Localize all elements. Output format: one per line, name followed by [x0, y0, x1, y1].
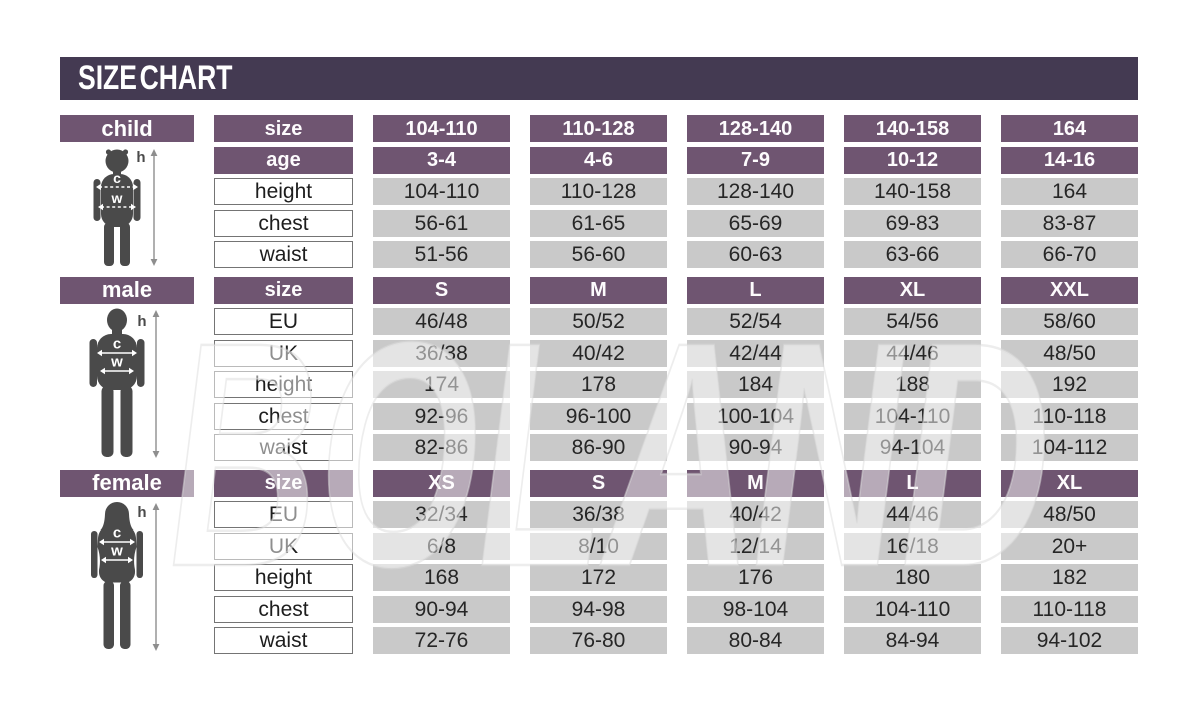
child-chest-value-5: 83-87 — [1001, 210, 1138, 237]
child-chest-value-3: 65-69 — [687, 210, 824, 237]
male-waist-value-2: 86-90 — [530, 434, 667, 461]
male-height-value-3: 184 — [687, 371, 824, 398]
male-row-label-uk: UK — [214, 340, 353, 367]
height-arrow-icon — [151, 149, 158, 266]
child-age-value-3: 7-9 — [687, 147, 824, 174]
child-size-value-5: 164 — [1001, 115, 1138, 142]
male-size-value-1: S — [373, 277, 510, 304]
female-size-value-5: XL — [1001, 470, 1138, 497]
child-waist-value-3: 60-63 — [687, 241, 824, 268]
male-height-value-2: 178 — [530, 371, 667, 398]
child-size-value-4: 140-158 — [844, 115, 981, 142]
child-chest-value-1: 56-61 — [373, 210, 510, 237]
child-row-label-size: size — [214, 115, 353, 142]
female-row-label-height: height — [214, 564, 353, 591]
height_letter: h — [136, 148, 146, 166]
female-figure — [60, 501, 194, 654]
male-row-label-waist: waist — [214, 434, 353, 461]
size-chart-panel — [60, 57, 1138, 654]
male-uk-value-3: 42/44 — [687, 340, 824, 367]
height-arrow-icon — [153, 503, 160, 651]
female-eu-value-5: 48/50 — [1001, 501, 1138, 528]
child-size-value-1: 104-110 — [373, 115, 510, 142]
female-height-value-5: 182 — [1001, 564, 1138, 591]
male-row-label-chest: chest — [214, 403, 353, 430]
child-figure — [60, 147, 194, 269]
child-height-value-5: 164 — [1001, 178, 1138, 205]
waist_letter: w — [111, 189, 123, 206]
male-row-label-size: size — [214, 277, 353, 304]
male-height-value-5: 192 — [1001, 371, 1138, 398]
female-height-value-1: 168 — [373, 564, 510, 591]
female-waist-value-5: 94-102 — [1001, 627, 1138, 654]
male-silhouette — [60, 308, 194, 460]
male-chest-value-3: 100-104 — [687, 403, 824, 430]
female-chest-value-4: 104-110 — [844, 596, 981, 623]
waist_letter: w — [111, 542, 123, 560]
male-eu-value-5: 58/60 — [1001, 308, 1138, 335]
child-chest-value-2: 61-65 — [530, 210, 667, 237]
female-height-value-2: 172 — [530, 564, 667, 591]
female-chest-value-5: 110-118 — [1001, 596, 1138, 623]
male-eu-value-3: 52/54 — [687, 308, 824, 335]
female-silhouette — [60, 501, 194, 653]
section-header-male: male — [60, 277, 194, 304]
female-eu-value-4: 44/46 — [844, 501, 981, 528]
male-waist-value-1: 82-86 — [373, 434, 510, 461]
female-row-label-eu: EU — [214, 501, 353, 528]
female-row-label-size: size — [214, 470, 353, 497]
male-height-value-4: 188 — [844, 371, 981, 398]
section-male — [60, 277, 1138, 462]
child-age-value-4: 10-12 — [844, 147, 981, 174]
child-size-value-2: 110-128 — [530, 115, 667, 142]
child-height-value-4: 140-158 — [844, 178, 981, 205]
male-uk-value-2: 40/42 — [530, 340, 667, 367]
male-figure — [60, 308, 194, 461]
female-uk-value-1: 6/8 — [373, 533, 510, 560]
male-size-value-3: L — [687, 277, 824, 304]
child-row-label-waist: waist — [214, 241, 353, 268]
female-row-label-uk: UK — [214, 533, 353, 560]
waist_letter: w — [111, 353, 123, 371]
height_letter: h — [137, 313, 147, 330]
female-waist-value-2: 76-80 — [530, 627, 667, 654]
child-height-value-2: 110-128 — [530, 178, 667, 205]
female-size-value-2: S — [530, 470, 667, 497]
child-waist-value-4: 63-66 — [844, 241, 981, 268]
male-uk-value-5: 48/50 — [1001, 340, 1138, 367]
male-waist-value-4: 94-104 — [844, 434, 981, 461]
female-chest-value-1: 90-94 — [373, 596, 510, 623]
female-eu-value-3: 40/42 — [687, 501, 824, 528]
section-female — [60, 470, 1138, 655]
female-size-value-4: L — [844, 470, 981, 497]
child-row-label-age: age — [214, 147, 353, 174]
male-size-value-2: M — [530, 277, 667, 304]
male-waist-value-5: 104-112 — [1001, 434, 1138, 461]
child-waist-value-1: 51-56 — [373, 241, 510, 268]
female-size-value-3: M — [687, 470, 824, 497]
male-size-value-4: XL — [844, 277, 981, 304]
title-bar — [60, 57, 1138, 100]
male-chest-value-2: 96-100 — [530, 403, 667, 430]
female-chest-value-2: 94-98 — [530, 596, 667, 623]
female-height-value-4: 180 — [844, 564, 981, 591]
child-row-label-chest: chest — [214, 210, 353, 237]
child-age-value-2: 4-6 — [530, 147, 667, 174]
chest_letter: c — [112, 335, 122, 353]
child-silhouette — [60, 147, 194, 268]
chest_letter: c — [113, 169, 121, 186]
child-waist-value-5: 66-70 — [1001, 241, 1138, 268]
chest_letter: c — [112, 524, 122, 542]
child-age-value-1: 3-4 — [373, 147, 510, 174]
child-age-value-5: 14-16 — [1001, 147, 1138, 174]
section-child — [60, 115, 1138, 268]
page-title: SIZE CHART — [78, 59, 233, 97]
child-waist-value-2: 56-60 — [530, 241, 667, 268]
female-eu-value-1: 32/34 — [373, 501, 510, 528]
female-row-label-chest: chest — [214, 596, 353, 623]
male-uk-value-1: 36/38 — [373, 340, 510, 367]
male-size-value-5: XXL — [1001, 277, 1138, 304]
male-uk-value-4: 44/46 — [844, 340, 981, 367]
child-row-label-height: height — [214, 178, 353, 205]
height_letter: h — [137, 504, 147, 521]
female-waist-value-3: 80-84 — [687, 627, 824, 654]
female-waist-value-4: 84-94 — [844, 627, 981, 654]
child-size-value-3: 128-140 — [687, 115, 824, 142]
male-chest-value-5: 110-118 — [1001, 403, 1138, 430]
male-waist-value-3: 90-94 — [687, 434, 824, 461]
female-row-label-waist: waist — [214, 627, 353, 654]
sections-container — [60, 115, 1138, 654]
section-header-female: female — [60, 470, 194, 497]
female-chest-value-3: 98-104 — [687, 596, 824, 623]
female-uk-value-2: 8/10 — [530, 533, 667, 560]
male-eu-value-1: 46/48 — [373, 308, 510, 335]
male-chest-value-1: 92-96 — [373, 403, 510, 430]
female-waist-value-1: 72-76 — [373, 627, 510, 654]
female-size-value-1: XS — [373, 470, 510, 497]
male-eu-value-4: 54/56 — [844, 308, 981, 335]
female-uk-value-4: 16/18 — [844, 533, 981, 560]
child-chest-value-4: 69-83 — [844, 210, 981, 237]
female-eu-value-2: 36/38 — [530, 501, 667, 528]
male-height-value-1: 174 — [373, 371, 510, 398]
child-height-value-3: 128-140 — [687, 178, 824, 205]
female-uk-value-5: 20+ — [1001, 533, 1138, 560]
male-eu-value-2: 50/52 — [530, 308, 667, 335]
male-chest-value-4: 104-110 — [844, 403, 981, 430]
male-row-label-height: height — [214, 371, 353, 398]
male-row-label-eu: EU — [214, 308, 353, 335]
child-height-value-1: 104-110 — [373, 178, 510, 205]
male-body — [90, 309, 145, 458]
female-height-value-3: 176 — [687, 564, 824, 591]
watermark-text: BOLAND — [170, 275, 1050, 633]
female-uk-value-3: 12/14 — [687, 533, 824, 560]
section-header-child: child — [60, 115, 194, 142]
height-arrow-icon — [153, 310, 160, 458]
